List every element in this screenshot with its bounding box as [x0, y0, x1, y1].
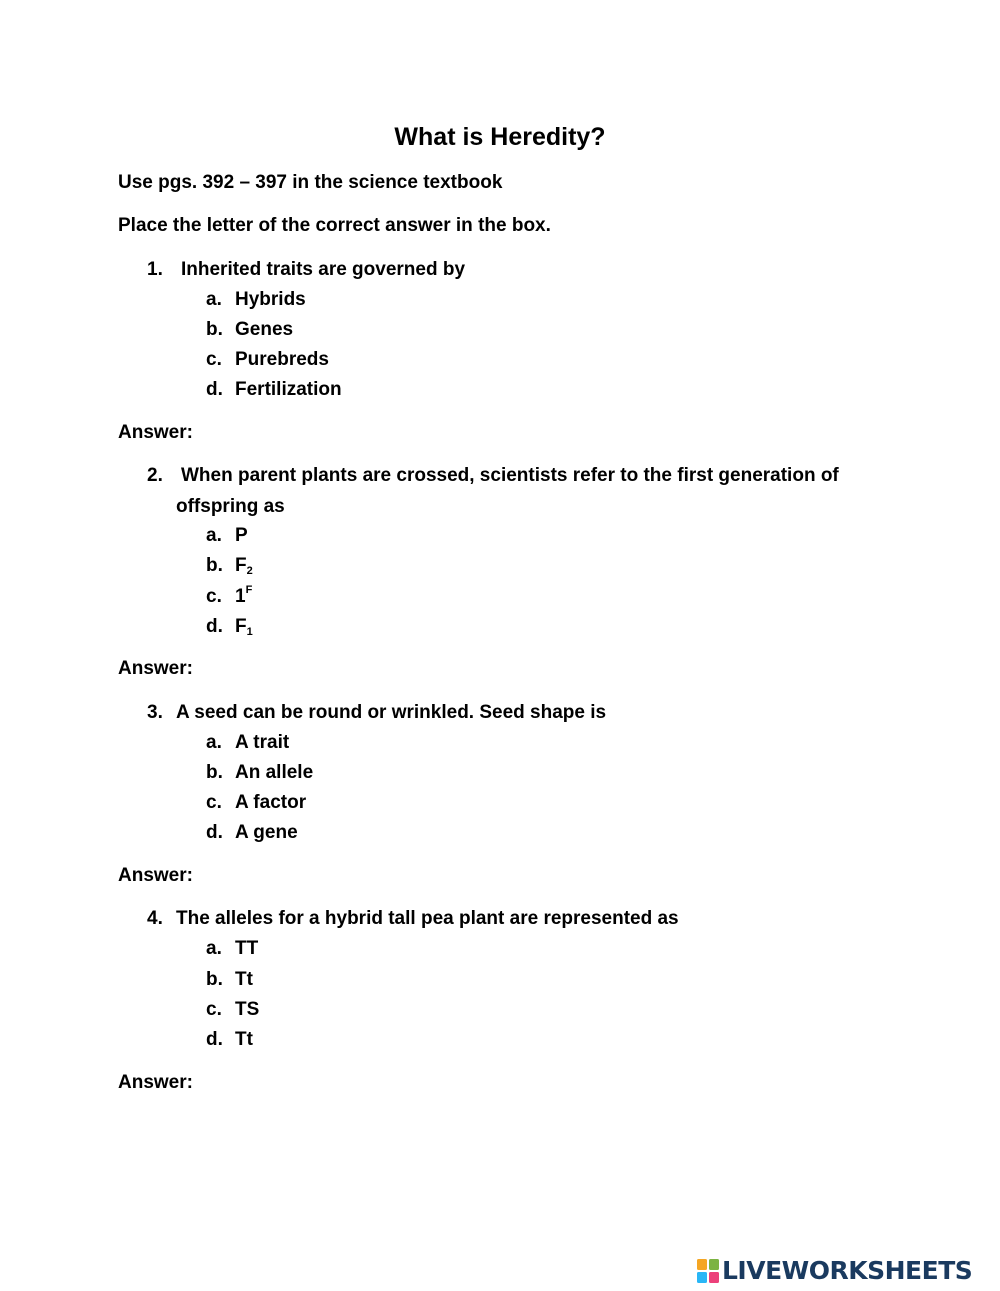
option-text: An allele	[235, 762, 314, 783]
option-text: A factor	[235, 792, 307, 813]
question-text: Inherited traits are governed by	[181, 259, 466, 280]
answer-label: Answer:	[118, 865, 193, 886]
option-text: Tt	[235, 969, 253, 990]
instruction-pages: Use pgs. 392 – 397 in the science textbook	[118, 172, 503, 193]
answer-label: Answer:	[118, 422, 193, 443]
question-number: 2.	[147, 465, 163, 486]
option-letter: a.	[206, 289, 222, 310]
option-letter: b.	[206, 555, 223, 576]
option-text: Genes	[235, 319, 294, 340]
liveworksheets-logo-text: LIVEWORKSHEETS	[722, 1256, 973, 1285]
option-subscript: 1	[246, 626, 253, 638]
answer-label: Answer:	[118, 1072, 193, 1093]
answer-label: Answer:	[118, 658, 193, 679]
option-text: Tt	[235, 1029, 253, 1050]
question-number: 3.	[147, 702, 163, 723]
question-number: 1.	[147, 259, 163, 280]
option-letter: c.	[206, 586, 222, 607]
option-letter: d.	[206, 1029, 223, 1050]
option-text: Fertilization	[235, 379, 342, 400]
option-text: Purebreds	[235, 349, 329, 370]
option-letter: d.	[206, 616, 223, 637]
option-letter: c.	[206, 999, 222, 1020]
option-text	[235, 554, 253, 578]
option-text: P	[235, 525, 248, 546]
question-text-continued: offspring as	[176, 496, 285, 517]
option-base: F	[235, 555, 247, 576]
page-title: What is Heredity?	[394, 123, 606, 151]
option-text	[235, 585, 252, 609]
option-letter: a.	[206, 938, 222, 959]
question-text: The alleles for a hybrid tall pea plant are represented as	[176, 908, 679, 929]
option-letter: a.	[206, 732, 222, 753]
option-letter: c.	[206, 349, 222, 370]
option-letter: b.	[206, 969, 223, 990]
option-letter: a.	[206, 525, 222, 546]
option-text: A gene	[235, 822, 298, 843]
liveworksheets-logo-icon	[697, 1259, 719, 1283]
liveworksheets-logo	[697, 1256, 972, 1286]
question-text: A seed can be round or wrinkled. Seed shape is	[176, 702, 607, 723]
instruction-directions: Place the letter of the correct answer in the box.	[118, 215, 551, 236]
option-letter: d.	[206, 822, 223, 843]
option-text: TT	[235, 938, 259, 959]
option-superscript: F	[245, 584, 253, 596]
option-letter: c.	[206, 792, 222, 813]
option-text: Hybrids	[235, 289, 306, 310]
option-text: TS	[235, 999, 260, 1020]
option-text	[235, 615, 253, 639]
option-base: F	[235, 616, 247, 637]
option-subscript: 2	[246, 565, 253, 577]
option-base: 1	[235, 586, 246, 607]
question-text: When parent plants are crossed, scientists refer to the first generation of	[181, 465, 839, 486]
option-letter: d.	[206, 379, 223, 400]
option-letter: b.	[206, 762, 223, 783]
question-number: 4.	[147, 908, 163, 929]
option-letter: b.	[206, 319, 223, 340]
option-text: A trait	[235, 732, 290, 753]
